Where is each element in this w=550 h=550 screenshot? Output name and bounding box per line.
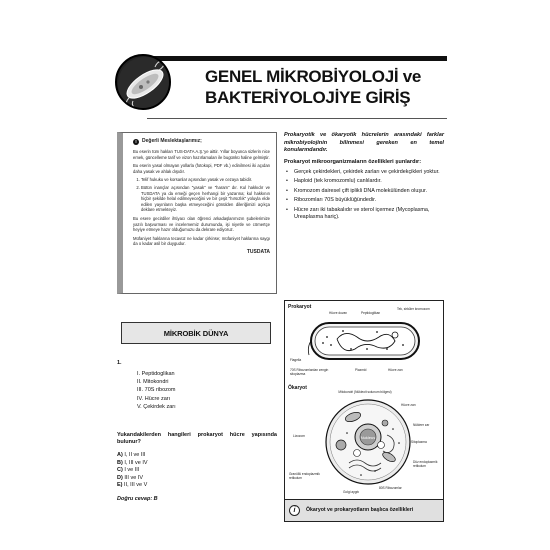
warning-icon: ! xyxy=(133,139,139,145)
label-cell-wall: Hücre duvarı xyxy=(329,311,348,315)
header-top-bar xyxy=(147,56,447,61)
question-number: 1. xyxy=(117,360,122,366)
label-cell-membrane: Hücre zarı xyxy=(388,368,403,372)
figure-caption xyxy=(284,500,444,522)
question-text: Yukarıdakilerden hangileri prokaryot hücre yapısında bulunur? xyxy=(117,432,277,446)
notice-list xyxy=(141,177,270,213)
notice-title-row xyxy=(133,139,270,145)
notice-paragraph: Bu eserin yasal olmayan yollarla (fotokopi, PDF vb.) edinilmesi iki açıdan daha yasak ve ahlak dışıdır. xyxy=(133,163,270,174)
question-statement: V. Çekirdek zarı xyxy=(137,403,176,410)
option-letter: D) xyxy=(117,474,123,481)
label-plasmid: Plazmid xyxy=(355,368,367,372)
feature-item: • Haploid (tek kromozomlu) canlılardır. xyxy=(284,178,444,185)
chapter-title: GENEL MİKROBİYOLOJİ ve BAKTERİYOLOJİYE GİRİŞ xyxy=(205,67,422,107)
label-cytoplasm: Sitoplazma xyxy=(411,440,427,444)
notice-paragraph: Müfaniyet haklarına tecavüz ne kadar çirkinse; müfaniyet haklarına saygı da o kadar asil bir duygudur. xyxy=(133,235,270,247)
prokaryote-label: Prokaryot xyxy=(288,304,312,310)
caption-text: Ökaryot ve prokaryotların başlıca özellikleri xyxy=(306,507,414,514)
answer-option xyxy=(117,460,148,468)
option-text: III ve IV xyxy=(124,474,143,481)
prokaryote-cell-drawing xyxy=(307,317,425,365)
section-title-box xyxy=(121,322,271,344)
label-70s-ribosome: 70S Ribozomlardan zengin sitoplazma xyxy=(290,368,329,376)
label-granular-er: Granüllü endoplazmik retikulum xyxy=(289,472,320,480)
notice-list-item: 2. Bütün inançlar açısından "yasak" ve "haram" dır. Kul hakkıdır ve TUSDATA ya da emeği geçen herhangi bir yazarına; kul hakkının hiçbir şekilde helal edilmeyeceğini ve bir çeşit "hırsızlık" yoluyla elde edilen yayınların başka etmeyeceğini gönülden dileriğimizi açıkça deklare etmekteyiz. xyxy=(141,185,270,213)
answer-option xyxy=(117,475,148,483)
question-statement: III. 70S ribozom xyxy=(137,387,176,394)
question-statement: IV. Hücre zarı xyxy=(137,395,171,402)
label-chromosome: Tek, sirküler kromozom xyxy=(397,307,430,311)
option-letter: A) xyxy=(117,452,123,458)
label-golgi: Golgi aygıtı xyxy=(343,490,360,494)
bacteria-logo xyxy=(115,54,171,110)
notice-list-item: 1. Telif hukuku ve korsanlar açısından yasak ve cezaya tabidir. xyxy=(141,177,270,183)
option-text: II, III ve V xyxy=(124,482,148,489)
label-flagella: Flagella xyxy=(290,358,302,362)
option-text: I, II ve III xyxy=(124,452,146,458)
notice-paragraph: Bu esere gecirdiler ihtiyacı olan öğrenci arkadaşlarımızın şubelerimize yazılı başvurması ve incelememiz durumunda, işi niyetle ve cömertçe heyiye etmeye hazır olduğumuzu da dekrare ediyoruz. xyxy=(133,215,270,233)
correct-answer: Doğru cevap: B xyxy=(117,496,158,502)
eukaryote-label: Ökaryot xyxy=(288,385,307,391)
cell-comparison-figure xyxy=(284,300,444,500)
document-page xyxy=(107,48,447,514)
section-title: MİKROBİK DÜNYA xyxy=(163,328,229,338)
features-heading: Prokaryot mikroorganizmaların özellikleri şunlardır: xyxy=(284,158,422,165)
answer-option xyxy=(117,482,148,490)
answer-option xyxy=(117,452,148,460)
header-bottom-rule xyxy=(147,118,447,119)
feature-item: • Kromozom dairesel çift iplikli DNA molekülünden oluşur. xyxy=(284,188,444,195)
option-text: I ve III xyxy=(124,467,140,474)
copyright-notice xyxy=(117,132,277,294)
eukaryote-cell-drawing xyxy=(323,397,413,487)
svg-text:Nukleus: Nukleus xyxy=(360,435,376,440)
label-smooth-er: Düz endoplazmik retikulum xyxy=(413,460,438,468)
chapter-header xyxy=(107,48,447,122)
features-list xyxy=(284,169,444,221)
feature-item: • Hücre zarı iki tabakalıdır ve sterol içermez (Mycoplasma, Ureaplasma hariç). xyxy=(284,207,444,221)
intro-paragraph: Prokaryotik ve ökaryotik hücrelerin arasındaki farklar mikrobiyolojinin bilinmesi gereken en temel konularındandır. xyxy=(284,132,444,154)
info-icon: i xyxy=(289,505,300,516)
label-lysosome: Lizozom xyxy=(293,434,305,438)
label-nuclear-membrane: Nükleer zar xyxy=(413,423,430,427)
option-letter: C) xyxy=(117,467,123,474)
notice-paragraph: Bu eserin tüm hakları TUS-DATA A.Ş.'ye aittir. Yıllar boyunca sizlerin nice emek, güncelleme tarif ve vizon hazırlamaları ile bugünkü haline gelmiştir. xyxy=(133,149,270,160)
answer-option xyxy=(117,467,148,475)
notice-signature: TUSDATA xyxy=(246,248,270,255)
feature-item: • Ribozomları 70S büyüklüğündedir. xyxy=(284,197,444,204)
option-text: I, III ve IV xyxy=(124,459,148,466)
option-letter: B) xyxy=(117,459,123,466)
option-letter: E) xyxy=(117,482,123,489)
feature-item: • Gerçek çekirdekleri, çekirdek zarları ve çekirdekçikleri yoktur. xyxy=(284,169,444,176)
right-column xyxy=(284,132,444,514)
notice-title: Değerli Meslektaşlarımız; xyxy=(142,138,202,145)
label-peptidoglycan: Peptidoglikan xyxy=(361,311,381,315)
question-statement: I. Peptidoglikan xyxy=(137,371,175,377)
label-80s-ribosome: 80S Ribozomlar xyxy=(379,486,402,490)
answer-options xyxy=(117,452,148,490)
question-statements xyxy=(137,370,176,411)
label-eukaryote-membrane: Hücre zarı xyxy=(401,403,416,407)
label-mitochondria: Mitokondri (Nükleoit solunum bölgesi) xyxy=(338,390,392,394)
question-statement: II. Mitokondri xyxy=(137,379,169,386)
